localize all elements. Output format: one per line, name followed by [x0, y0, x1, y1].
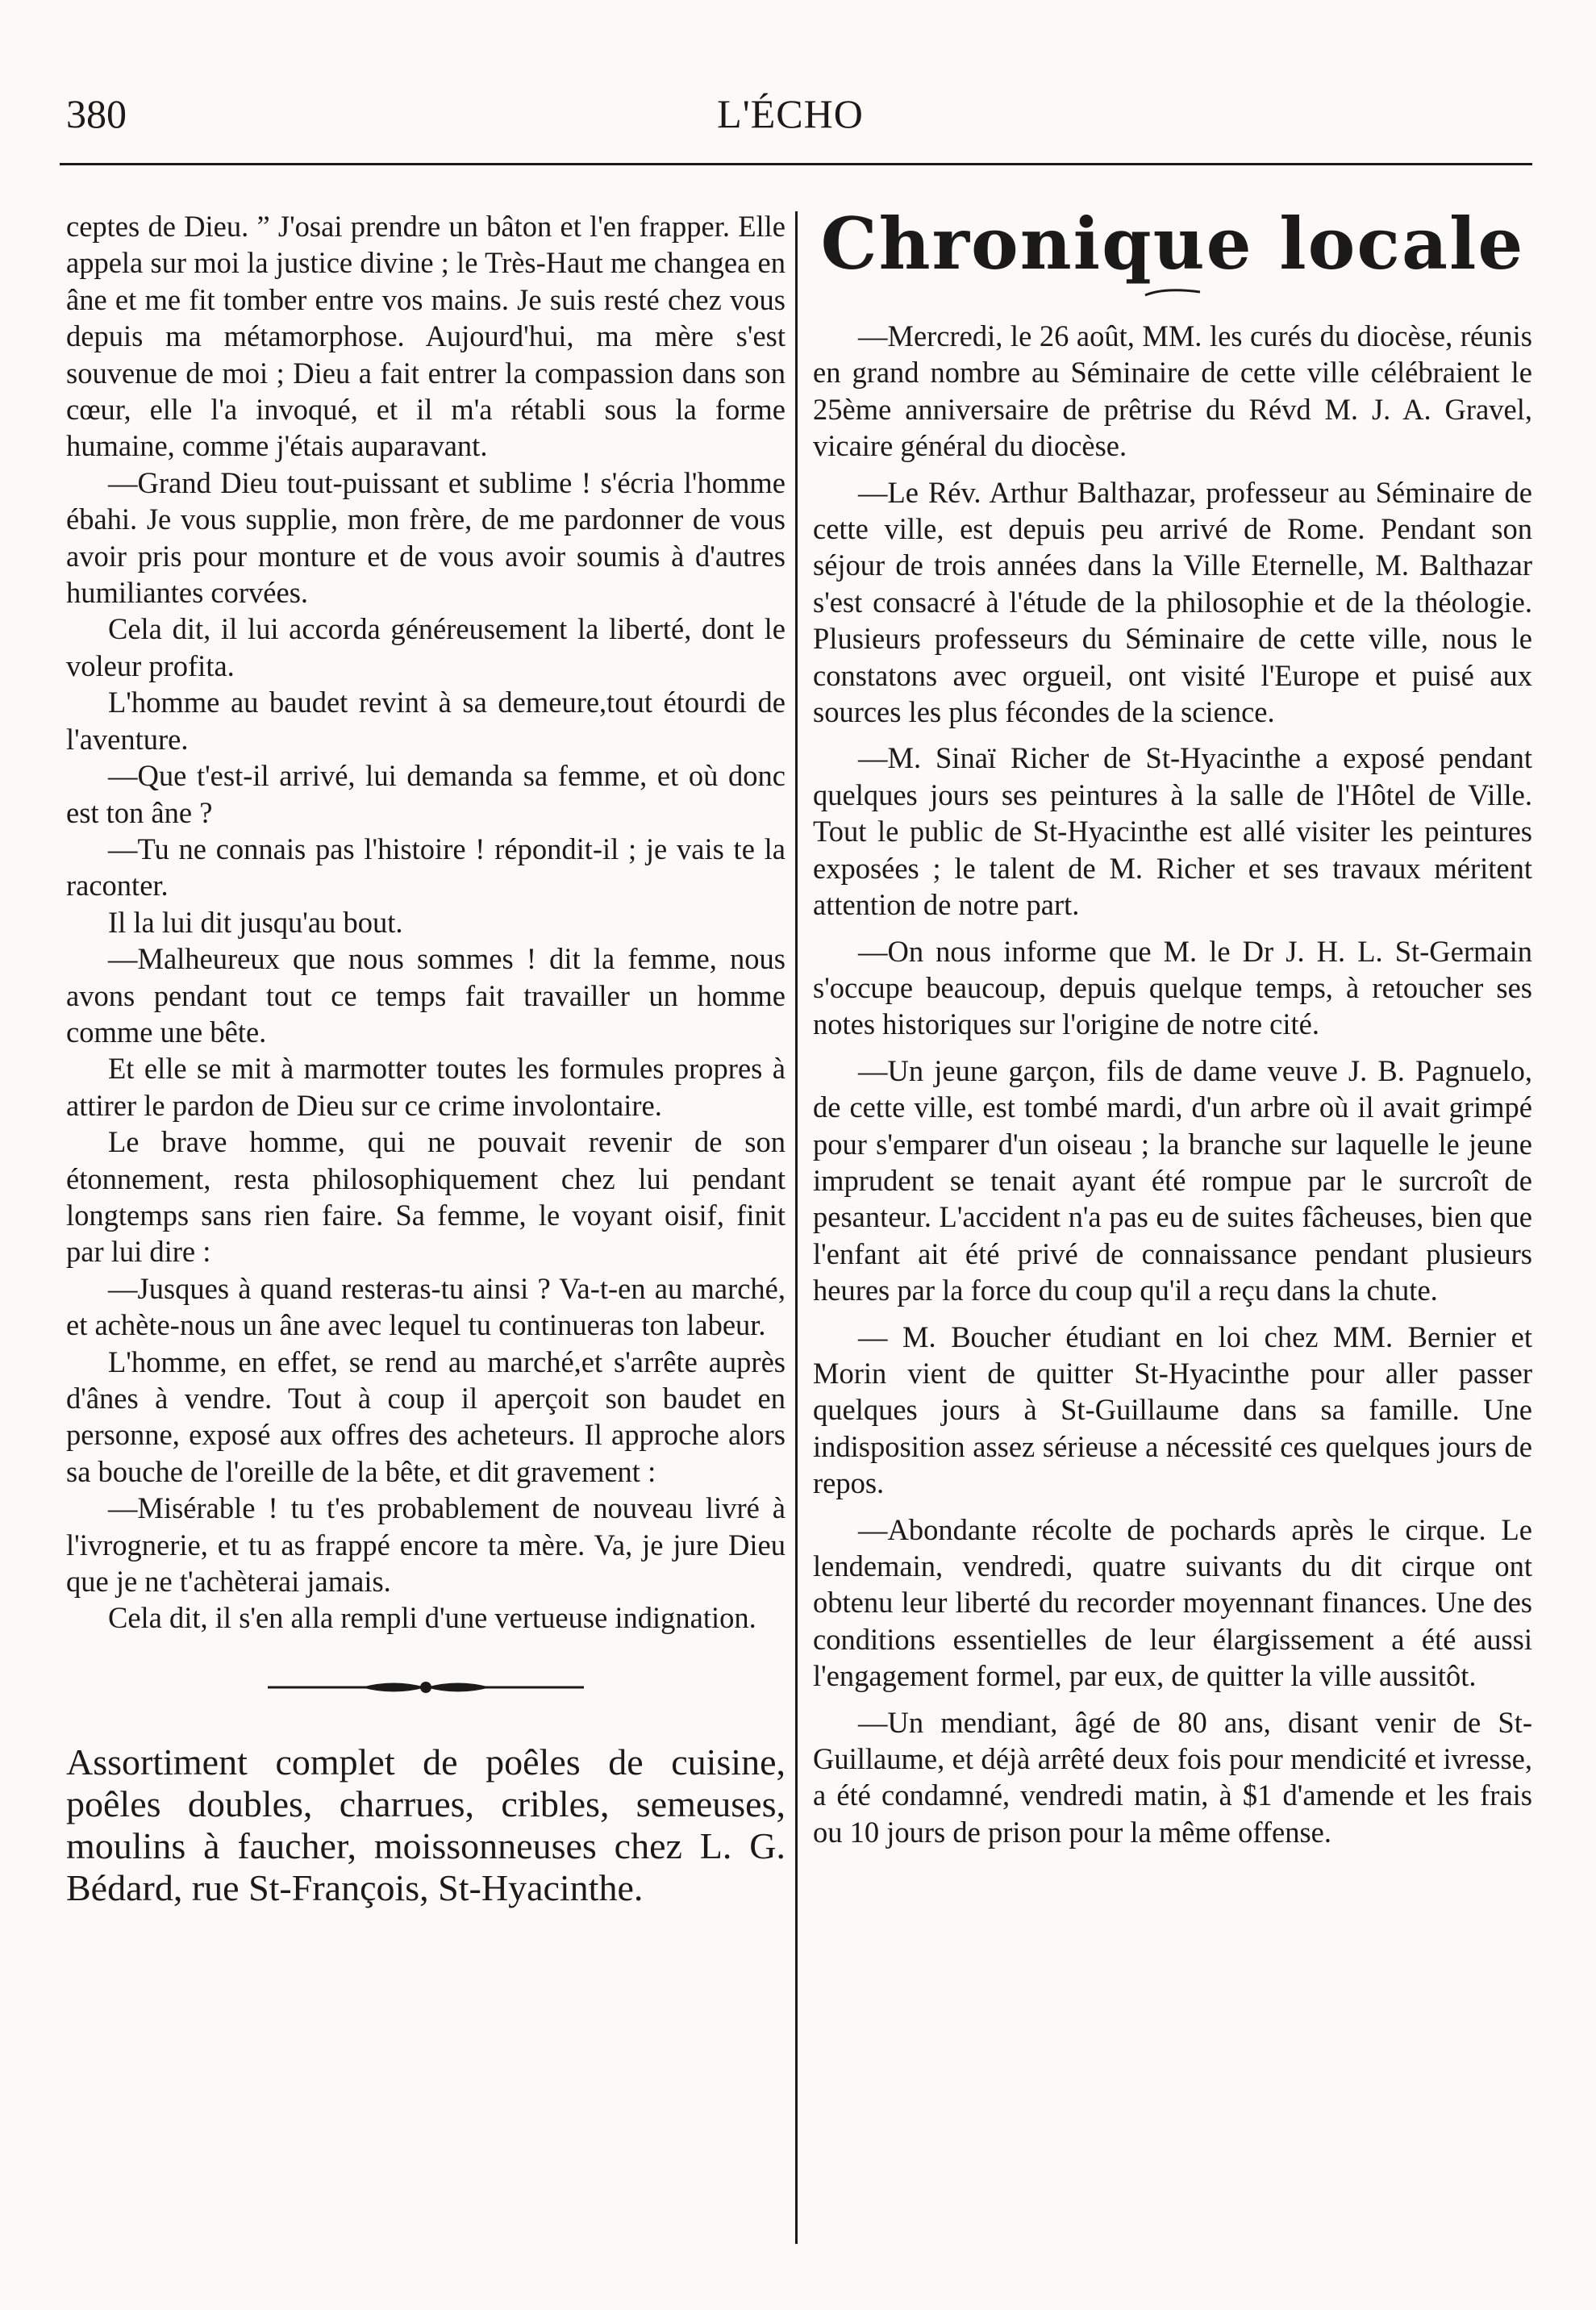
paragraph: Cela dit, il s'en alla rempli d'une vertueuse indignation.	[108, 1601, 756, 1635]
paragraph: Il la lui dit jusqu'au bout.	[108, 905, 403, 939]
paragraph: —Jusques à quand resteras-tu ainsi ? Va-t-en au marché, et achète-nous un âne avec lequel tu continueras ton labeur.	[66, 1271, 785, 1342]
flourish-icon	[1140, 286, 1205, 300]
news-item: —Un mendiant, âgé de 80 ans, disant venir de St-Guillaume, et déjà arrêté deux fois pour mendicité et ivresse, a été condamné, vendredi matin, à $1 d'amende et les frais ou 10 jours de prison pour la même offense.	[813, 1705, 1532, 1849]
paragraph: —Que t'est-il arrivé, lui demanda sa femme, et où donc est ton âne ?	[66, 759, 785, 829]
paragraph: —Tu ne connais pas l'histoire ! répondit-il ; je vais te la raconter.	[66, 832, 785, 903]
paragraph: —Malheureux que nous sommes ! dit la femme, nous avons pendant tout ce temps fait travailler un homme comme une bête.	[66, 942, 785, 1049]
ornament-divider-icon	[265, 1675, 587, 1699]
news-item: —M. Sinaï Richer de St-Hyacinthe a exposé pendant quelques jours ses peintures à la salle de l'Hôtel de Ville. Tout le public de St-Hyacinthe est allé visiter les peintures exposées ; le talent de M. Richer et ses travaux méritent attention de notre part.	[813, 741, 1532, 922]
paragraph: Et elle se mit à marmotter toutes les formules propres à attirer le pardon de Dieu sur ce crime involontaire.	[66, 1052, 785, 1122]
right-column	[813, 202, 1532, 1860]
paragraph: —Misérable ! tu t'es probablement de nouveau livré à l'ivrognerie, et tu as frappé encore ta mère. Va, je jure Dieu que je ne t'achèterai jamais.	[66, 1491, 785, 1599]
page-header	[48, 87, 1532, 136]
page-number: 380	[66, 91, 127, 136]
paragraph: Cela dit, il lui accorda généreusement la liberté, dont le voleur profita.	[66, 612, 785, 682]
section-title: Chronique locale	[820, 202, 1525, 286]
news-item: — M. Boucher étudiant en loi chez MM. Bernier et Morin vient de quitter St-Hyacinthe pour aller passer quelques jours à St-Guillaume dans sa famille. Une indisposition assez sérieuse a nécessité ces quelques jours de repos.	[813, 1320, 1532, 1500]
paragraph: ceptes de Dieu. ” J'osai prendre un bâton et l'en frapper. Elle appela sur moi la justice divine ; le Très-Haut me changea en âne et me fit tomber entre vos mains. Je suis resté chez vous depuis ma métamorphose. Aujourd'hui, ma mère s'est souvenue de moi ; Dieu a fait entrer la compassion dans son cœur, elle l'a invoqué, et il m'a rétabli sous la forme humaine, comme j'étais auparavant.	[66, 210, 785, 463]
paragraph: L'homme au baudet revint à sa demeure,tout étourdi de l'aventure.	[66, 686, 785, 756]
advertisement: Assortiment complet de poêles de cuisine, poêles doubles, charrues, cribles, semeuses, moulins à faucher, moissonneuses chez L. G. Bédard, rue St-François, St-Hyacinthe.	[66, 1741, 785, 1908]
news-item: —On nous informe que M. le Dr J. H. L. St-Germain s'occupe beaucoup, depuis quelque temps, à retoucher ses notes historiques sur l'origine de notre cité.	[813, 934, 1532, 1041]
news-item: —Un jeune garçon, fils de dame veuve J. B. Pagnuelo, de cette ville, est tombé mardi, d'un arbre où il avait grimpé pour s'emparer d'un oiseau ; la branche sur laquelle le jeune imprudent se tenait ayant été rompue par le surcroît de pesanteur. L'accident n'a pas eu de suites fâcheuses, bien que l'enfant ait été privé de connaissance pendant plusieurs heures par la force du coup qu'il a reçu dans la chute.	[813, 1053, 1532, 1307]
running-title: L'ÉCHO	[717, 91, 864, 136]
news-item: —Abondante récolte de pochards après le cirque. Le lendemain, vendredi, quatre suivants du dit cirque ont obtenu leur liberté du recorder moyennant finances. Une des conditions essentielles de leur élargissement a été aussi l'engagement formel, par eux, de quitter la ville aussitôt.	[813, 1512, 1532, 1693]
paragraph: Le brave homme, qui ne pouvait revenir de son étonnement, resta philosophiquement chez lui pendant longtemps sans rien faire. Sa femme, le voyant oisif, finit par lui dire :	[66, 1125, 785, 1269]
left-column	[66, 208, 785, 1909]
news-item: —Mercredi, le 26 août, MM. les curés du diocèse, réunis en grand nombre au Séminaire de cette ville célébraient le 25ème anniversaire de prêtrise du Révd M. J. A. Gravel, vicaire général du diocèse.	[813, 319, 1532, 463]
column-divider	[795, 211, 798, 2244]
paragraph: —Grand Dieu tout-puissant et sublime ! s'écria l'homme ébahi. Je vous supplie, mon frère, de me pardonner de vous avoir pris pour monture et de vous avoir soumis à d'autres humiliantes corvées.	[66, 465, 785, 610]
news-item: —Le Rév. Arthur Balthazar, professeur au Séminaire de cette ville, est depuis peu arrivé de Rome. Pendant son séjour de trois années dans la Ville Eternelle, M. Balthazar s'est consacré à l'étude de la philosophie et de la théologie. Plusieurs professeurs du Séminaire de cette ville, nous le constatons avec orgueil, ont visité l'Europe et puisé aux sources les plus fécondes de la science.	[813, 475, 1532, 729]
paragraph: L'homme, en effet, se rend au marché,et s'arrête auprès d'ânes à vendre. Tout à coup il aperçoit son baudet en personne, exposé aux offres des acheteurs. Il approche alors sa bouche de l'oreille de la bête, et dit gravement :	[66, 1345, 785, 1488]
header-rule	[60, 163, 1532, 165]
